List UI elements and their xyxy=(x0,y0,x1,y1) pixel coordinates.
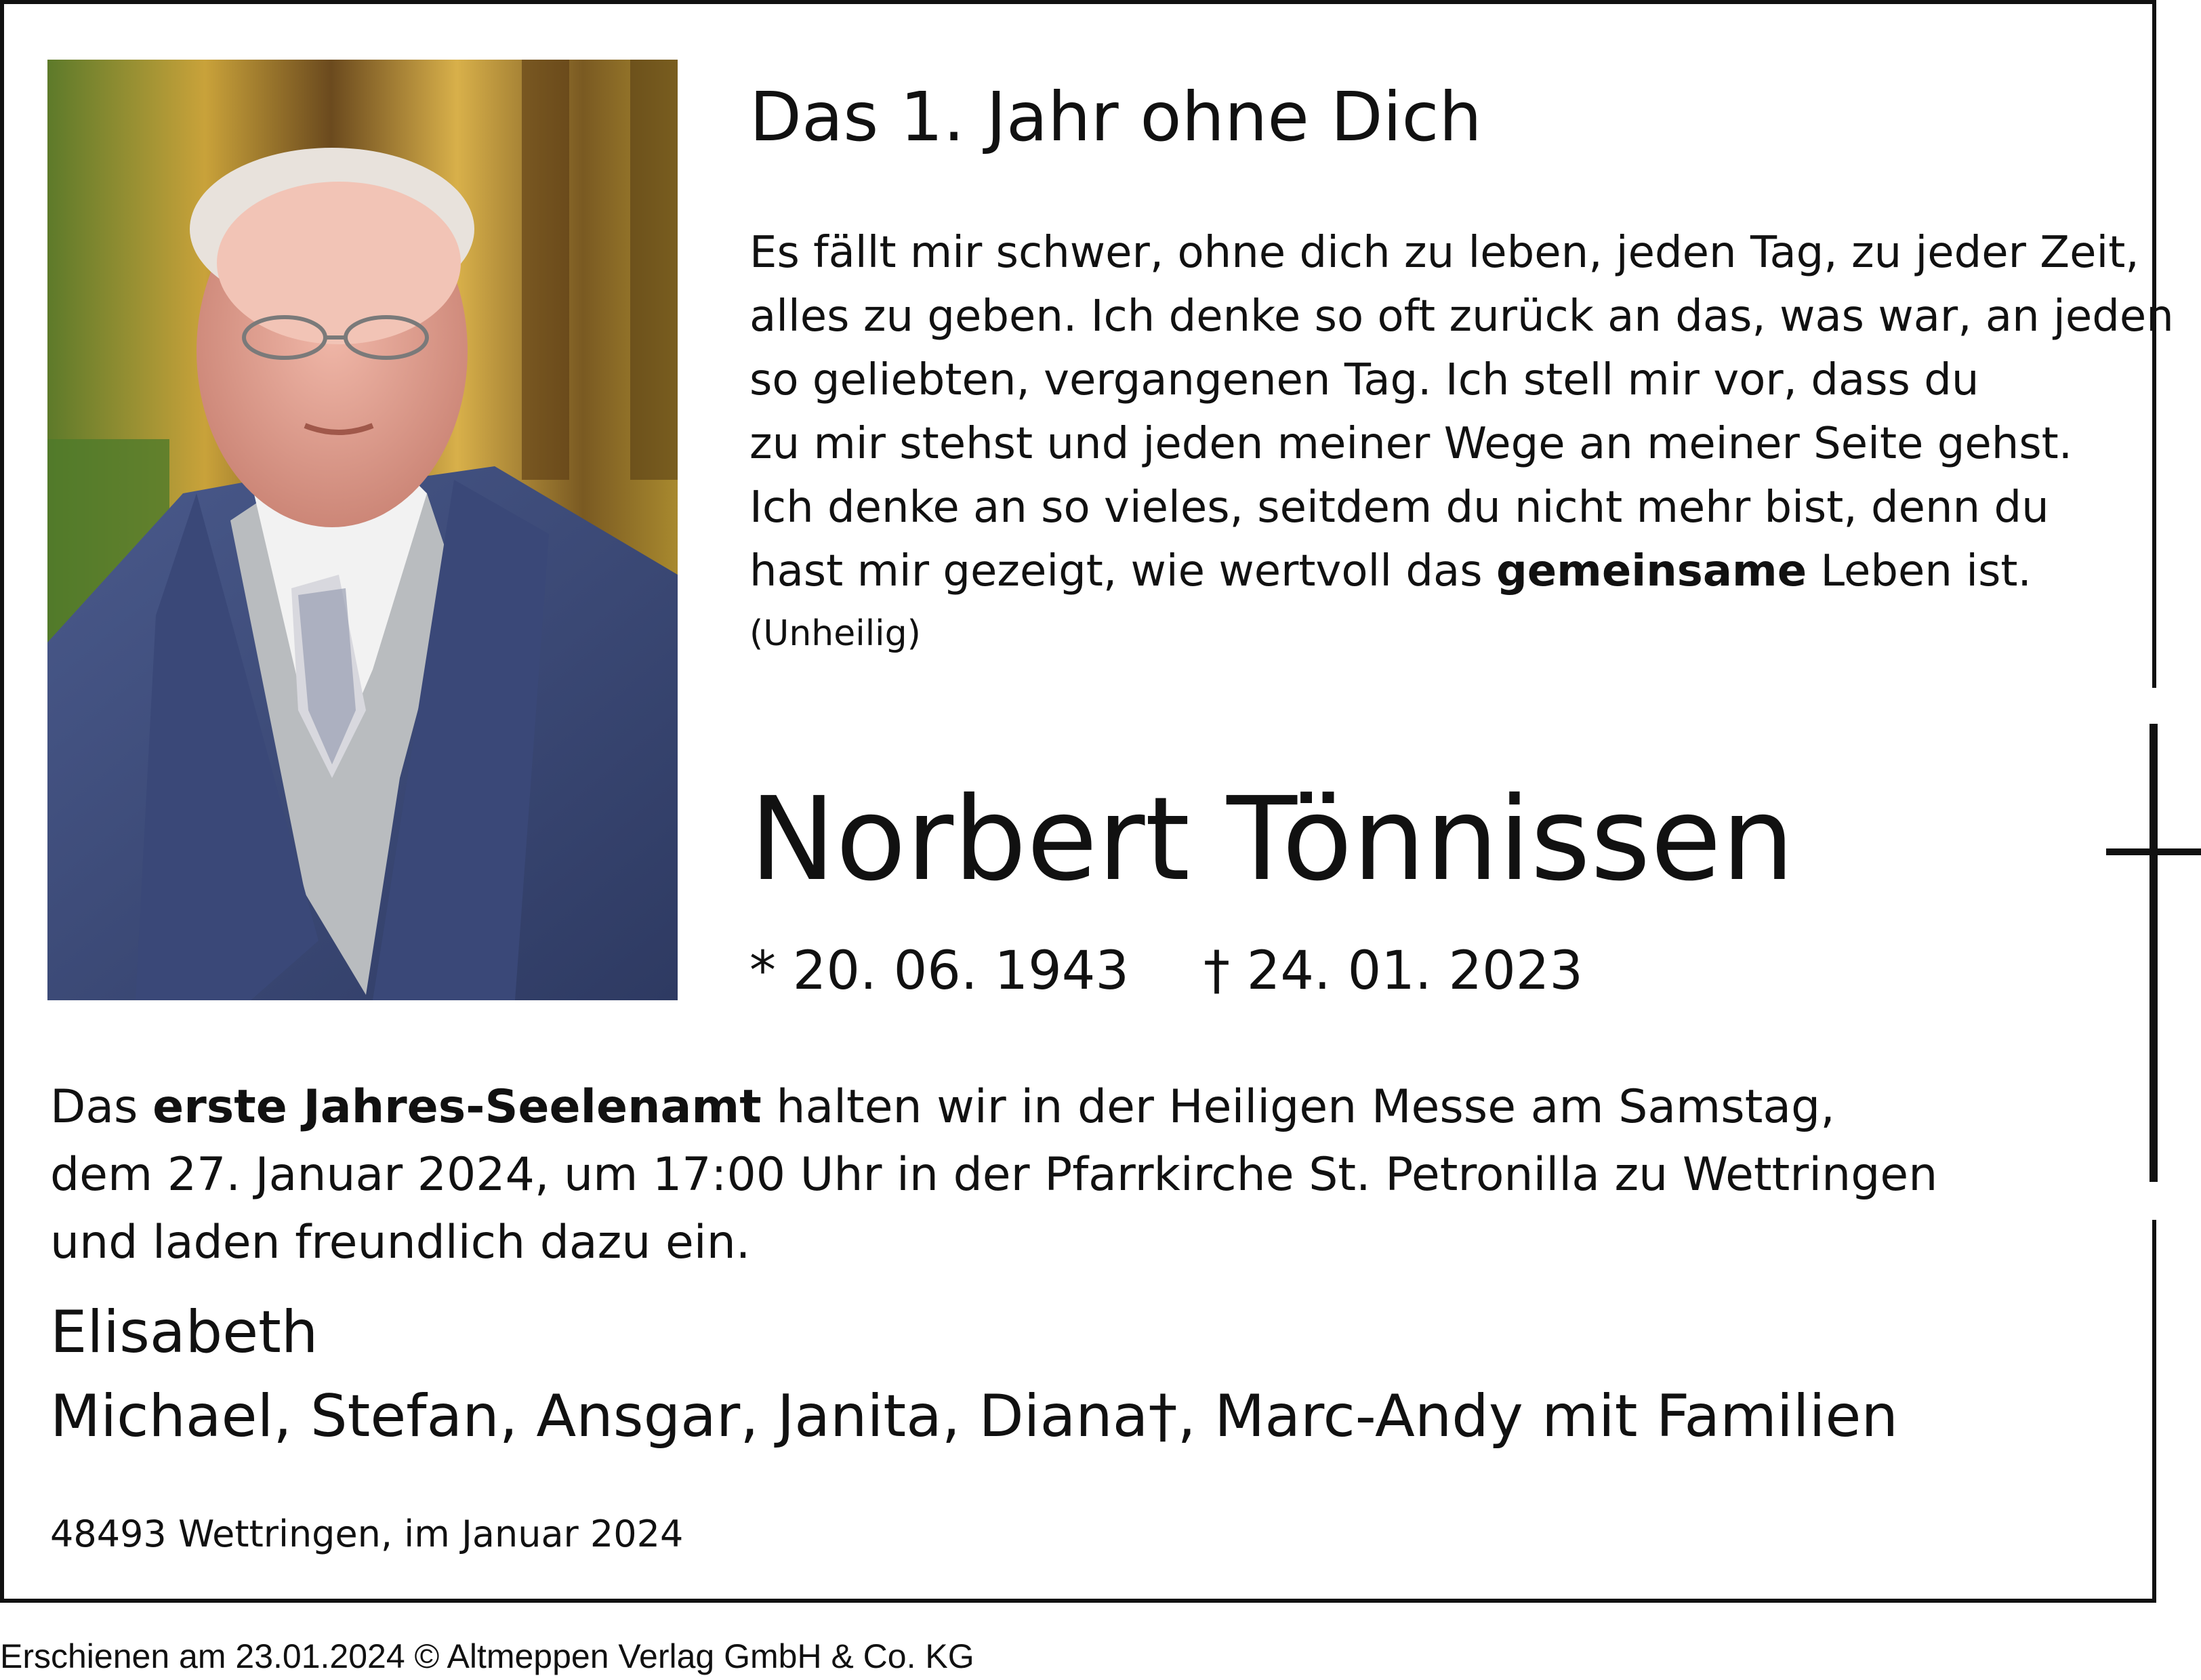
cross-icon-horizontal xyxy=(2106,848,2201,855)
frame-right-border-lower xyxy=(2152,1220,2156,1603)
poem-line: Ich denke an so vieles, seitdem du nicht mehr bist, denn du xyxy=(749,483,2049,533)
publication-footer: Erschienen am 23.01.2024 © Altmeppen Verlag GmbH & Co. KG xyxy=(0,1637,974,1675)
announcement-pre: Das xyxy=(50,1080,153,1134)
announcement-emphasis: erste Jahres-Seelenamt xyxy=(152,1080,762,1134)
family-line: Michael, Stefan, Ansgar, Janita, Diana†, Marc-Andy mit Familien xyxy=(50,1382,1898,1450)
poem-line-last xyxy=(749,539,2174,603)
poem-emphasis: gemeinsame xyxy=(1496,546,1807,596)
portrait-photo xyxy=(47,60,678,1000)
family-signatures xyxy=(50,1290,1898,1458)
poem-source: (Unheilig) xyxy=(749,613,921,654)
poem-line: alles zu geben. Ich denke so oft zurück an das, was war, an jeden xyxy=(749,291,2174,342)
family-line: Elisabeth xyxy=(50,1298,318,1366)
announcement-line xyxy=(50,1073,1937,1141)
frame-left-border xyxy=(0,0,4,1603)
birth-date: * 20. 06. 1943 xyxy=(749,941,1129,1002)
mass-announcement xyxy=(50,1073,1937,1277)
deceased-name: Norbert Tönnissen xyxy=(749,773,1794,907)
poem-text xyxy=(749,221,2174,603)
life-dates xyxy=(749,934,1583,1008)
memorial-heading: Das 1. Jahr ohne Dich xyxy=(749,77,1482,157)
poem-line: Es fällt mir schwer, ohne dich zu leben, jeden Tag, zu jeder Zeit, xyxy=(749,228,2139,278)
poem-line-last-pre: hast mir gezeigt, wie wertvoll das xyxy=(749,546,1496,596)
poem-line: so geliebten, vergangenen Tag. Ich stell mir vor, dass du xyxy=(749,355,1979,405)
announcement-post: halten wir in der Heiligen Messe am Samstag, xyxy=(761,1080,1835,1134)
frame-top-border xyxy=(0,0,2156,4)
poem-line-last-post: Leben ist. xyxy=(1807,546,2032,596)
frame-bottom-border xyxy=(0,1599,2156,1603)
poem-line: zu mir stehst und jeden meiner Wege an meiner Seite gehst. xyxy=(749,419,2073,469)
announcement-line: dem 27. Januar 2024, um 17:00 Uhr in der Pfarrkirche St. Petronilla zu Wettringen xyxy=(50,1148,1938,1202)
death-date: † 24. 01. 2023 xyxy=(1203,941,1583,1002)
announcement-line: und laden freundlich dazu ein. xyxy=(50,1216,751,1269)
cross-icon-vertical xyxy=(2149,724,2158,1182)
place-date: 48493 Wettringen, im Januar 2024 xyxy=(50,1513,684,1555)
